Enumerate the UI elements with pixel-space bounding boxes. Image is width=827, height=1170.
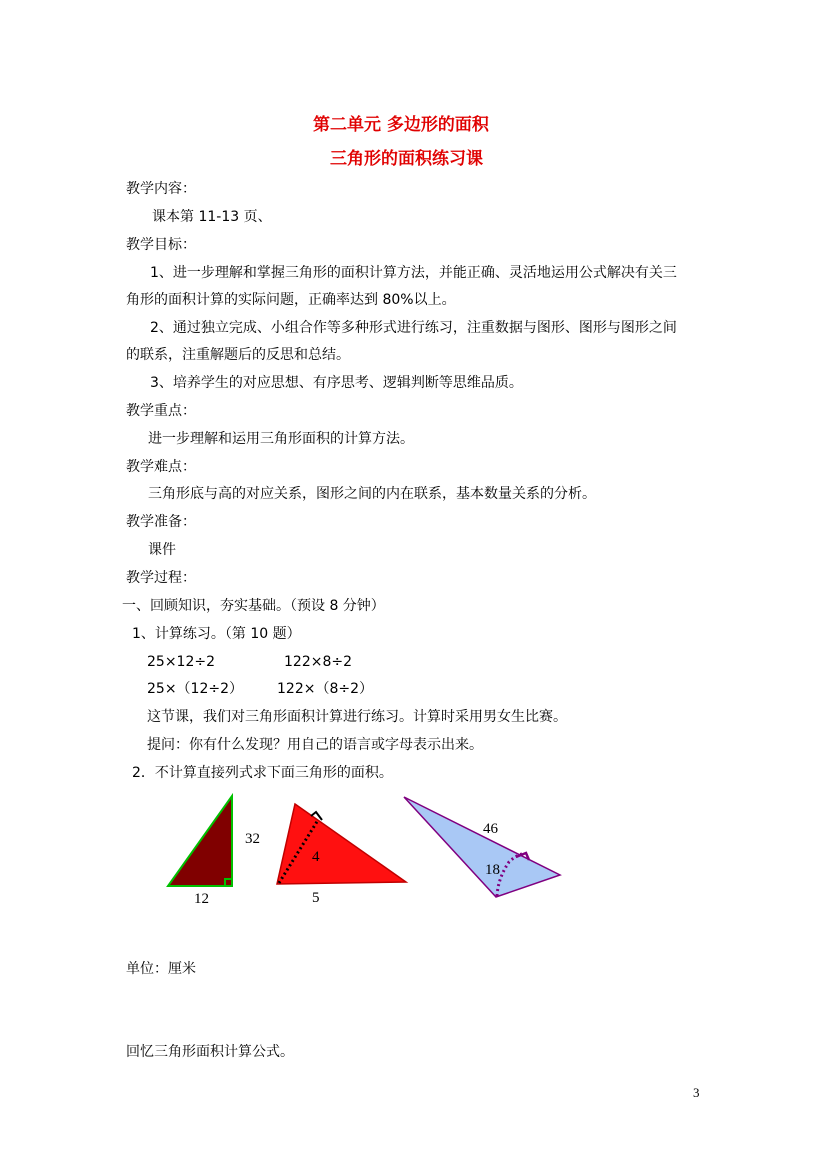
- height-label-3: 18: [485, 862, 500, 878]
- step-subheading: 1、计算练习。（第 10 题）: [132, 626, 301, 642]
- section-heading: 教学目标：: [126, 237, 196, 253]
- paragraph: 角形的面积计算的实际问题，正确率达到 80%以上。: [126, 292, 456, 308]
- section-heading: 教学内容：: [126, 181, 196, 197]
- height-label-1: 32: [245, 831, 260, 847]
- expression: 25×（12÷2）: [147, 681, 243, 697]
- expression: 122×（8÷2）: [277, 681, 373, 697]
- paragraph: 3、培养学生的对应思想、有序思考、逻辑判断等思维品质。: [150, 375, 523, 391]
- paragraph: 这节课，我们对三角形面积计算进行练习。计算时采用男女生比赛。: [147, 709, 567, 725]
- step-heading: 一、回顾知识，夯实基础。（预设 8 分钟）: [122, 598, 385, 614]
- base-label-1: 12: [194, 891, 209, 907]
- base-label-2: 5: [312, 890, 320, 906]
- right-triangle: [168, 796, 232, 886]
- paragraph: 进一步理解和运用三角形面积的计算方法。: [148, 431, 414, 447]
- unit-title: 第二单元 多边形的面积: [313, 115, 489, 135]
- paragraph: 1、进一步理解和掌握三角形的面积计算方法，并能正确、灵活地运用公式解决有关三: [150, 265, 677, 281]
- side-label-3: 46: [483, 821, 498, 837]
- paragraph: 提问：你有什么发现？用自己的语言或字母表示出来。: [147, 737, 483, 753]
- section-heading: 教学过程：: [126, 570, 196, 586]
- height-label-2: 4: [312, 849, 320, 865]
- paragraph: 回忆三角形面积计算公式。: [126, 1044, 294, 1060]
- expression: 25×12÷2: [147, 654, 215, 670]
- red-triangle: [277, 804, 406, 884]
- paragraph: 三角形底与高的对应关系，图形之间的内在联系，基本数量关系的分析。: [148, 486, 596, 502]
- blue-triangle: [404, 797, 560, 897]
- paragraph: 课本第 11-13 页、: [152, 209, 272, 225]
- page-number: 3: [693, 1085, 700, 1100]
- expression: 122×8÷2: [284, 654, 352, 670]
- paragraph: 的联系，注重解题后的反思和总结。: [126, 347, 350, 363]
- lesson-title: 三角形的面积练习课: [330, 149, 483, 169]
- section-heading: 教学重点：: [126, 403, 196, 419]
- paragraph: 课件: [148, 542, 176, 558]
- paragraph: 2、通过独立完成、小组合作等多种形式进行练习，注重数据与图形、图形与图形之间: [150, 320, 677, 336]
- unit-note: 单位：厘米: [126, 961, 196, 977]
- section-heading: 教学难点：: [126, 459, 196, 475]
- step-subheading: 2．不计算直接列式求下面三角形的面积。: [132, 765, 393, 781]
- section-heading: 教学准备：: [126, 514, 196, 530]
